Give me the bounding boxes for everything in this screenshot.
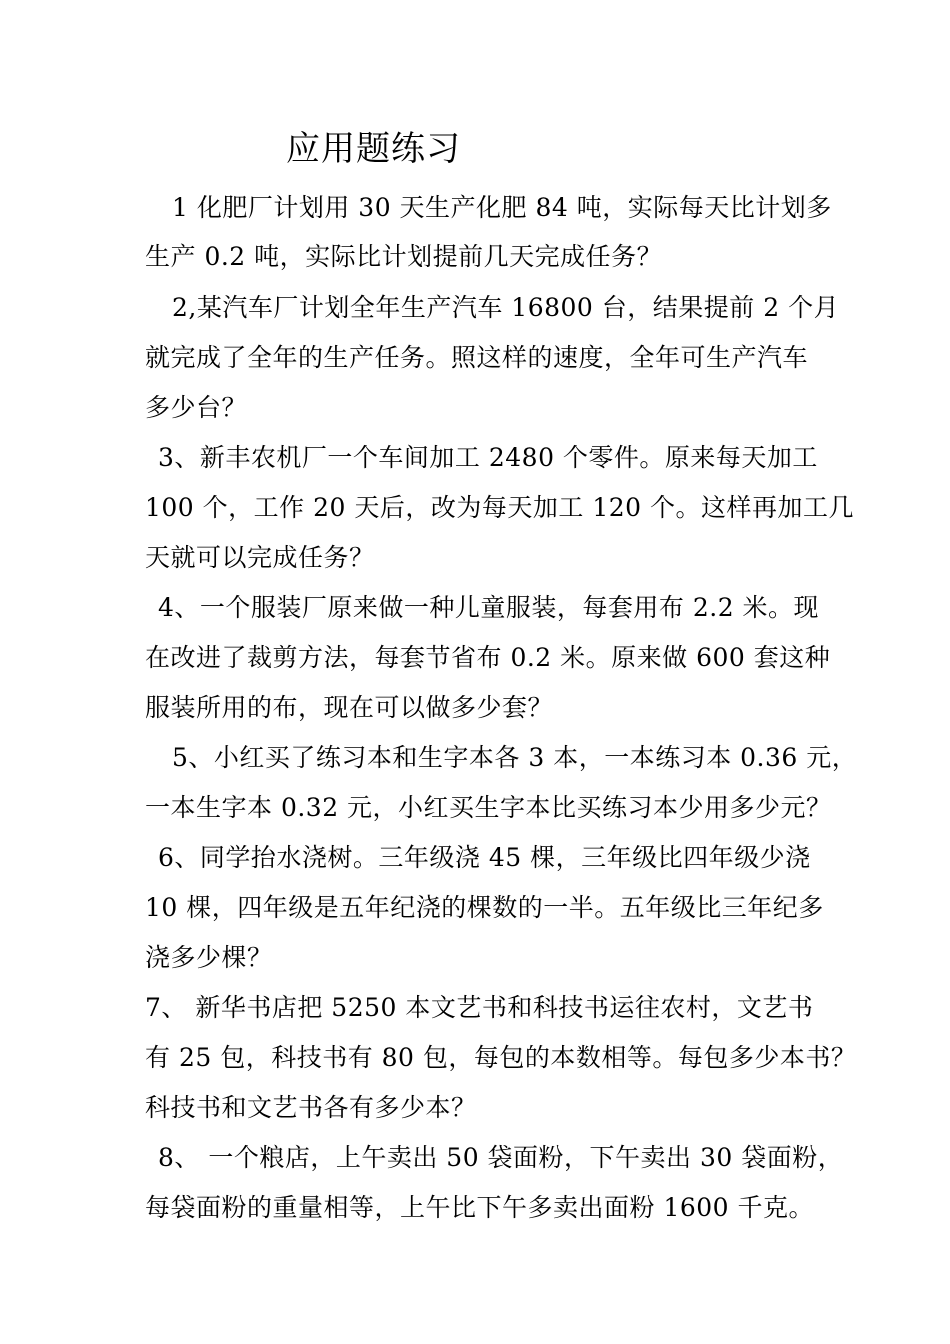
text-line: 科技书和文艺书各有多少本？	[145, 1093, 477, 1122]
text-line: 多少台？	[145, 393, 248, 422]
text-line: 浇多少棵？	[145, 943, 273, 972]
text-line: 3、新丰农机厂一个车间加工 2480 个零件。原来每天加工	[158, 443, 818, 472]
text-line: 生产 0.2 吨，实际比计划提前几天完成任务？	[145, 242, 663, 271]
text-line: 有 25 包，科技书有 80 包，每包的本数相等。每包多少本书？	[145, 1043, 857, 1072]
text-line: 天就可以完成任务？	[145, 543, 375, 572]
text-line: 4、一个服装厂原来做一种儿童服装，每套用布 2.2 米。现	[158, 593, 820, 622]
text-line: 6、同学抬水浇树。三年级浇 45 棵，三年级比四年级少浇	[158, 843, 811, 872]
text-line: 2,某汽车厂计划全年生产汽车 16800 台，结果提前 2 个月	[172, 293, 840, 322]
text-line: 8、 一个粮店，上午卖出 50 袋面粉，下午卖出 30 袋面粉，	[158, 1143, 844, 1172]
page-title: 应用题练习	[286, 129, 461, 169]
text-line: 服装所用的布，现在可以做多少套？	[145, 693, 554, 722]
text-line: 就完成了全年的生产任务。照这样的速度，全年可生产汽车	[145, 343, 809, 372]
text-line: 5、小红买了练习本和生字本各 3 本，一本练习本 0.36 元，	[172, 743, 858, 772]
text-line: 在改进了裁剪方法，每套节省布 0.2 米。原来做 600 套这种	[145, 643, 831, 672]
text-line: 7、 新华书店把 5250 本文艺书和科技书运往农村，文艺书	[145, 993, 814, 1022]
text-line: 1 化肥厂计划用 30 天生产化肥 84 吨，实际每天比计划多	[172, 193, 832, 222]
text-line: 100 个，工作 20 天后，改为每天加工 120 个。这样再加工几	[145, 493, 854, 522]
text-line: 每袋面粉的重量相等，上午比下午多卖出面粉 1600 千克。	[145, 1193, 815, 1222]
text-line: 10 棵，四年级是五年纪浇的棵数的一半。五年级比三年纪多	[145, 893, 824, 922]
text-line: 一本生字本 0.32 元，小红买生字本比买练习本少用多少元？	[145, 793, 832, 822]
